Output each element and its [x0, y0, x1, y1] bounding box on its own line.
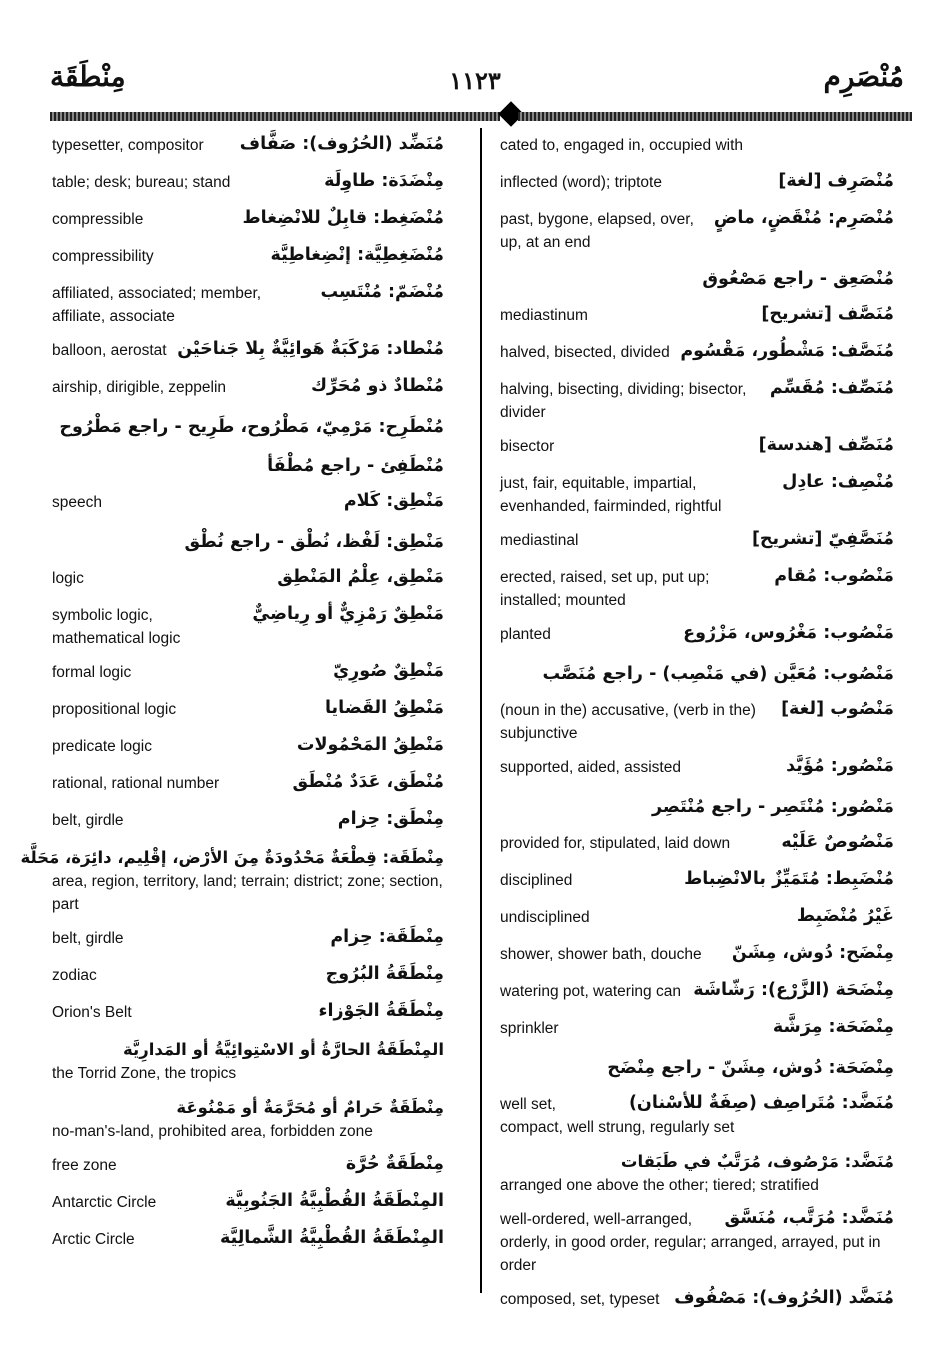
arabic-headword: مِنْطَقَة: قِطْعَةٌ مَحْدُودَةٌ مِنَ الأرْض، إقْلِيم، دائِرَة، مَحَلَّة — [20, 848, 444, 867]
dictionary-entry — [52, 413, 444, 441]
dictionary-entry — [52, 339, 444, 365]
dictionary-entry — [52, 1154, 444, 1180]
english-definition: zodiac — [52, 964, 444, 987]
english-definition: the Torrid Zone, the tropics — [52, 1065, 237, 1082]
dictionary-entry — [52, 567, 444, 593]
dictionary-entry — [500, 1054, 894, 1082]
arabic-headword: مُنَصِّف [هندسة] — [758, 435, 894, 455]
arabic-headword: مُنْضَبِط: مُتَمَيِّزٌ بالانْضِباط — [684, 869, 894, 889]
dictionary-entry — [500, 980, 894, 1006]
english-definition: provided for, stipulated, laid down — [500, 832, 894, 855]
arabic-headword: مُنَصَّف [تشريح] — [761, 304, 894, 324]
arabic-headword: مَنْصُوب: مُعَيَّن (في مَنْصِب) - راجع مُنَصَّب — [542, 664, 894, 684]
dictionary-entry — [500, 265, 894, 293]
english-definition: just, fair, equitable, impartial, evenhanded, fairminded, rightful — [500, 472, 894, 518]
dictionary-entry — [500, 623, 894, 649]
dictionary-entry — [500, 699, 894, 745]
english-definition: (noun in the) accusative, (verb in the) subjunctive — [500, 699, 894, 745]
english-definition: halving, bisecting, dividing; bisector, divider — [500, 378, 894, 424]
arabic-headword: غَيْرُ مُنْضَبِط — [796, 906, 894, 926]
arabic-headword: مُنَصَّف: مَشْطُور، مَقْسُوم — [680, 341, 894, 361]
arabic-headword: مِنْطَقَةُ البُرُوج — [325, 964, 444, 984]
english-definition: undisciplined — [500, 906, 894, 929]
english-definition: planted — [500, 623, 894, 646]
arabic-headword: مَنْطِقُ القَضايا — [324, 698, 444, 718]
dictionary-entry — [52, 604, 444, 650]
arabic-headword: مِنْطَقَةُ الجَوْزاء — [318, 1001, 444, 1021]
dictionary-entry — [52, 735, 444, 761]
arabic-headword: مُنَضِّد (الحُرُوف): صَفَّاف — [239, 134, 444, 154]
arabic-headword: مَنْطِقٌ صُورِيّ — [333, 661, 444, 681]
arabic-headword: مَنْصُوب: مَغْرُوس، مَزْرُوع — [683, 623, 894, 643]
left-column — [20, 134, 444, 1265]
english-definition: affiliated, associated; member, affiliate, associate — [52, 282, 444, 328]
arabic-headword: مُنَضَّد (الحُرُوف): مَصْفُوف — [674, 1288, 894, 1308]
right-running-headword: مُنْصَرِم — [823, 60, 904, 93]
dictionary-entry — [52, 528, 444, 556]
dictionary-entry — [52, 376, 444, 402]
english-definition: mediastinum — [500, 304, 894, 327]
arabic-headword: مَنْصُور: مُنْتَصِر - راجع مُنْتَصِر — [651, 797, 894, 817]
dictionary-entry — [500, 472, 894, 518]
arabic-headword: مُنْصِف: عادِل — [782, 472, 894, 492]
dictionary-entry — [52, 1038, 444, 1085]
arabic-headword: مِنْطَقَةٌ حَرامٌ أو مُحَرَّمَةٌ أو مَمْنُوعَة — [176, 1098, 444, 1117]
arabic-headword: مُنْصَعِق - راجع مَصْعُوق — [702, 269, 894, 289]
dictionary-entry — [500, 1288, 894, 1314]
english-definition: speech — [52, 491, 444, 514]
dictionary-entry — [500, 906, 894, 932]
english-definition: table; desk; bureau; stand — [52, 171, 444, 194]
arabic-headword: مُنْطادٌ ذو مُحَرِّك — [311, 376, 444, 396]
dictionary-entry — [20, 846, 444, 916]
dictionary-entry — [500, 134, 894, 160]
dictionary-entry — [500, 793, 894, 821]
arabic-headword: مَنْطِق، عِلْمُ المَنْطِق — [277, 567, 444, 587]
dictionary-entry — [500, 378, 894, 424]
english-definition: halved, bisected, divided — [500, 341, 894, 364]
english-definition: Arctic Circle — [52, 1228, 444, 1251]
arabic-headword: مِنْطَق: حِزام — [337, 809, 444, 829]
dictionary-entry — [500, 869, 894, 895]
dictionary-entry — [500, 208, 894, 254]
english-definition: symbolic logic, mathematical logic — [52, 604, 444, 650]
column-divider — [480, 128, 482, 1293]
english-definition: formal logic — [52, 661, 444, 684]
english-definition: Orion's Belt — [52, 1001, 444, 1024]
dictionary-entry — [500, 832, 894, 858]
arabic-headword: مُنْطَق، عَدَدٌ مُنْطَق — [292, 772, 444, 792]
english-definition: no-man's-land, prohibited area, forbidden zone — [52, 1123, 373, 1140]
dictionary-entry — [52, 809, 444, 835]
english-definition: Antarctic Circle — [52, 1191, 444, 1214]
arabic-headword: مُنْصَرِف [لغة] — [778, 171, 894, 191]
english-definition: watering pot, watering can — [500, 980, 894, 1003]
dictionary-entry — [52, 698, 444, 724]
dictionary-entry — [500, 1093, 894, 1139]
arabic-headword: مُنَضَّد: مَرْصُوف، مُرَتَّبٌ في طَبَقات — [620, 1152, 894, 1171]
english-definition: balloon, aerostat — [52, 339, 444, 362]
dictionary-entry — [52, 282, 444, 328]
arabic-headword: مُنَضَّد: مُرَتَّب، مُنَسَّق — [724, 1208, 894, 1228]
english-definition: supported, aided, assisted — [500, 756, 894, 779]
arabic-headword: مِنْضَحَة (الزَّرْع): رَشّاشَة — [693, 980, 894, 1000]
dictionary-entry — [52, 1228, 444, 1254]
dictionary-entry — [500, 756, 894, 782]
arabic-headword: المِنْطَقَةُ القُطْبِيَّةُ الجَنُوبِيَّة — [225, 1191, 444, 1211]
english-definition: free zone — [52, 1154, 444, 1177]
english-definition: well set, compact, well strung, regularly set — [500, 1093, 894, 1139]
left-running-headword: مِنْطَقَة — [50, 60, 126, 93]
arabic-headword: مَنْطِقٌ رَمْزِيٌّ أو رِياضِيٌّ — [252, 604, 444, 624]
english-definition: logic — [52, 567, 444, 590]
arabic-headword: مَنْطِقُ المَحْمُولات — [296, 735, 444, 755]
english-definition: predicate logic — [52, 735, 444, 758]
arabic-headword: مُنْطَرِح: مَرْمِيّ، مَطْرُوح، طَرِيح - راجع مَطْرُوح — [59, 417, 444, 437]
arabic-headword: مَنْصُور: مُؤَيَّد — [786, 756, 894, 776]
arabic-headword: مُنْضَغِط: قابِلٌ للانْضِغاط — [242, 208, 444, 228]
english-definition: compressibility — [52, 245, 444, 268]
dictionary-entry — [500, 341, 894, 367]
dictionary-entry — [52, 1096, 444, 1143]
dictionary-entry — [52, 491, 444, 517]
english-definition: airship, dirigible, zeppelin — [52, 376, 444, 399]
dictionary-entry — [52, 1001, 444, 1027]
arabic-headword: المِنْطَقَةُ القُطْبِيَّةُ الشَّمالِيَّة — [219, 1228, 444, 1248]
arabic-headword: مِنْطَقَة: حِزام — [330, 927, 444, 947]
arabic-headword: مَنْصُوب [لغة] — [781, 699, 894, 719]
header-rule-left — [50, 112, 500, 121]
english-definition: disciplined — [500, 869, 894, 892]
arabic-headword: مُنْضَمّ: مُنْتَسِب — [320, 282, 444, 302]
english-definition: cated to, engaged in, occupied with — [500, 137, 744, 154]
english-definition: arranged one above the other; tiered; stratified — [500, 1177, 819, 1194]
dictionary-entry — [52, 661, 444, 687]
dictionary-entry — [52, 134, 444, 160]
english-definition: bisector — [500, 435, 894, 458]
english-definition: belt, girdle — [52, 927, 444, 950]
dictionary-entry — [500, 435, 894, 461]
dictionary-entry — [52, 1191, 444, 1217]
dictionary-entry — [52, 772, 444, 798]
arabic-headword: مِنْضَدَة: طاوِلَة — [324, 171, 444, 191]
dictionary-entry — [500, 529, 894, 555]
arabic-headword: مُنْطَفِئ - راجع مُطْفَأ — [267, 456, 444, 476]
page-number: ١١٢٣ — [449, 66, 501, 95]
dictionary-entry — [52, 452, 444, 480]
arabic-headword: مِنْطَقَةٌ حُرَّة — [345, 1154, 444, 1174]
dictionary-entry — [500, 304, 894, 330]
dictionary-entry — [52, 964, 444, 990]
dictionary-entry — [500, 943, 894, 969]
dictionary-entry — [52, 927, 444, 953]
arabic-headword: مُنْضَغِطِيَّة: إنْضِغاطِيَّة — [270, 245, 444, 265]
arabic-headword: مُنَضَّد: مُتَراصِف (صِفَةٌ للأسْنان) — [628, 1093, 894, 1113]
dictionary-entry — [52, 208, 444, 234]
english-definition: area, region, territory, land; terrain; district; zone; section, part — [52, 873, 443, 913]
english-definition: compressible — [52, 208, 444, 231]
english-definition: rational, rational number — [52, 772, 444, 795]
arabic-headword: مُنَصِّف: مُقَسِّم — [769, 378, 894, 398]
english-definition: shower, shower bath, douche — [500, 943, 894, 966]
english-definition: typesetter, compositor — [52, 134, 444, 157]
arabic-headword: مُنْصَرِم: مُنْقَضٍ، ماضٍ — [713, 208, 894, 228]
arabic-headword: مَنْصُوصٌ عَلَيْه — [781, 832, 894, 852]
arabic-headword: مَنْطِق: كَلام — [343, 491, 444, 511]
english-definition: erected, raised, set up, put up; installed; mounted — [500, 566, 894, 612]
english-definition: propositional logic — [52, 698, 444, 721]
arabic-headword: مِنْضَحَة: دُوش، مِشَنّ - راجع مِنْضَح — [607, 1058, 894, 1078]
arabic-headword: المِنْطَقَةُ الحارَّةُ أو الاسْتِوائِيَّةُ أو المَدارِيَّة — [123, 1040, 444, 1059]
english-definition: sprinkler — [500, 1017, 894, 1040]
header-rule-right — [518, 112, 912, 121]
english-definition: mediastinal — [500, 529, 894, 552]
dictionary-entry — [500, 171, 894, 197]
arabic-headword: مِنْضَح: دُوش، مِشَنّ — [731, 943, 894, 963]
arabic-headword: مَنْطِق: لَفْظ، نُطْق - راجع نُطْق — [184, 532, 444, 552]
dictionary-entry — [500, 1208, 894, 1277]
dictionary-entry — [52, 171, 444, 197]
dictionary-entry — [52, 245, 444, 271]
dictionary-entry — [500, 660, 894, 688]
english-definition: belt, girdle — [52, 809, 444, 832]
arabic-headword: مُنْطاد: مَرْكَبَةٌ هَوائِيَّةٌ بِلا جَناحَيْن — [177, 339, 444, 359]
dictionary-entry — [500, 566, 894, 612]
dictionary-entry — [500, 1150, 894, 1197]
dictionary-entry — [500, 1017, 894, 1043]
english-definition: inflected (word); triptote — [500, 171, 894, 194]
english-definition: well-ordered, well-arranged, orderly, in good order, regular; arranged, arrayed, put in order — [500, 1208, 894, 1277]
arabic-headword: مِنْضَحَة: مِرَشَّة — [772, 1017, 894, 1037]
english-definition: past, bygone, elapsed, over, up, at an end — [500, 208, 894, 254]
english-definition: composed, set, typeset — [500, 1288, 894, 1311]
arabic-headword: مَنْصُوب: مُقام — [774, 566, 894, 586]
right-column — [500, 134, 894, 1325]
arabic-headword: مُنَصَّفِيّ [تشريح] — [751, 529, 894, 549]
